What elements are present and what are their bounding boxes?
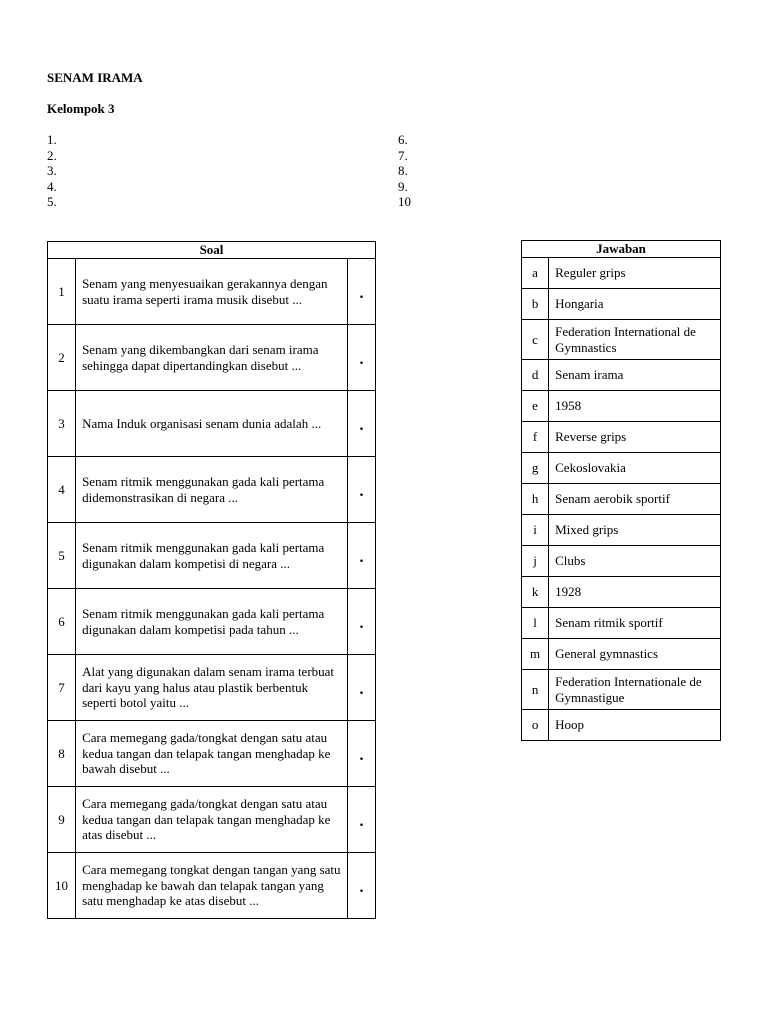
option-text: General gymnastics bbox=[549, 639, 721, 670]
question-number: 1 bbox=[48, 259, 76, 325]
question-row bbox=[48, 457, 376, 523]
question-row bbox=[48, 325, 376, 391]
member-slot: 8. bbox=[398, 163, 408, 178]
answer-option-row bbox=[522, 360, 721, 391]
option-letter: e bbox=[522, 391, 549, 422]
member-slot: 10 bbox=[398, 194, 411, 209]
option-text: Clubs bbox=[549, 546, 721, 577]
answer-table bbox=[521, 240, 721, 741]
option-letter: j bbox=[522, 546, 549, 577]
answer-option-row bbox=[522, 484, 721, 515]
member-slot: 7. bbox=[398, 147, 408, 163]
option-letter: c bbox=[522, 320, 549, 360]
answer-cell[interactable]: . bbox=[347, 259, 375, 325]
question-row bbox=[48, 787, 376, 853]
answer-option-row bbox=[522, 546, 721, 577]
question-text: Cara memegang tongkat dengan tangan yang satu menghadap ke bawah dan telapak tangan yang satu menghadap ke atas disebut ... bbox=[76, 853, 348, 919]
answer-cell[interactable]: . bbox=[347, 853, 375, 919]
option-letter: n bbox=[522, 670, 549, 710]
option-text: Reguler grips bbox=[549, 258, 721, 289]
answer-option-row bbox=[522, 670, 721, 710]
answer-option-row bbox=[522, 608, 721, 639]
page-title: SENAM IRAMA bbox=[47, 70, 143, 85]
option-letter: m bbox=[522, 639, 549, 670]
option-text: Mixed grips bbox=[549, 515, 721, 546]
answer-option-row bbox=[522, 258, 721, 289]
option-letter: k bbox=[522, 577, 549, 608]
question-text: Senam ritmik menggunakan gada kali pertama didemonstrasikan di negara ... bbox=[76, 457, 348, 523]
question-row bbox=[48, 853, 376, 919]
option-text: Senam ritmik sportif bbox=[549, 608, 721, 639]
member-slot: 5. bbox=[47, 194, 57, 209]
answer-table-header: Jawaban bbox=[522, 241, 721, 258]
answer-cell[interactable]: . bbox=[347, 391, 375, 457]
option-text: 1958 bbox=[549, 391, 721, 422]
member-list-right bbox=[398, 132, 411, 210]
question-table-header: Soal bbox=[48, 242, 376, 259]
answer-cell[interactable]: . bbox=[347, 787, 375, 853]
option-letter: h bbox=[522, 484, 549, 515]
answer-option-row bbox=[522, 289, 721, 320]
answer-option-row bbox=[522, 453, 721, 484]
answer-option-row bbox=[522, 639, 721, 670]
answer-cell[interactable]: . bbox=[347, 721, 375, 787]
option-letter: a bbox=[522, 258, 549, 289]
question-text: Cara memegang gada/tongkat dengan satu atau kedua tangan dan telapak tangan menghadap ke atas disebut ... bbox=[76, 787, 348, 853]
member-slot: 9. bbox=[398, 178, 408, 194]
option-text: Hoop bbox=[549, 710, 721, 741]
question-row bbox=[48, 721, 376, 787]
member-list-left bbox=[47, 132, 57, 210]
question-text: Senam yang dikembangkan dari senam irama sehingga dapat dipertandingkan disebut ... bbox=[76, 325, 348, 391]
question-number: 7 bbox=[48, 655, 76, 721]
question-number: 9 bbox=[48, 787, 76, 853]
question-row bbox=[48, 655, 376, 721]
question-text: Senam yang menyesuaikan gerakannya dengan suatu irama seperti irama musik disebut ... bbox=[76, 259, 348, 325]
option-text: Senam aerobik sportif bbox=[549, 484, 721, 515]
question-text: Nama Induk organisasi senam dunia adalah ... bbox=[76, 391, 348, 457]
question-row bbox=[48, 259, 376, 325]
answer-option-row bbox=[522, 515, 721, 546]
option-text: Senam irama bbox=[549, 360, 721, 391]
option-letter: b bbox=[522, 289, 549, 320]
answer-cell[interactable]: . bbox=[347, 589, 375, 655]
question-table bbox=[47, 241, 376, 919]
question-number: 5 bbox=[48, 523, 76, 589]
question-row bbox=[48, 589, 376, 655]
group-label: Kelompok 3 bbox=[47, 101, 115, 116]
option-letter: l bbox=[522, 608, 549, 639]
option-text: Cekoslovakia bbox=[549, 453, 721, 484]
question-row bbox=[48, 391, 376, 457]
question-number: 4 bbox=[48, 457, 76, 523]
question-text: Alat yang digunakan dalam senam irama terbuat dari kayu yang halus atau plastik berbentuk seperti botol yaitu ... bbox=[76, 655, 348, 721]
option-letter: d bbox=[522, 360, 549, 391]
answer-option-row bbox=[522, 422, 721, 453]
option-text: 1928 bbox=[549, 577, 721, 608]
member-slot: 1. bbox=[47, 132, 57, 147]
member-slot: 4. bbox=[47, 178, 57, 194]
option-letter: i bbox=[522, 515, 549, 546]
answer-option-row bbox=[522, 391, 721, 422]
answer-cell[interactable]: . bbox=[347, 457, 375, 523]
member-slot: 2. bbox=[47, 147, 57, 163]
question-text: Cara memegang gada/tongkat dengan satu atau kedua tangan dan telapak tangan menghadap ke bawah disebut ... bbox=[76, 721, 348, 787]
answer-cell[interactable]: . bbox=[347, 655, 375, 721]
question-number: 2 bbox=[48, 325, 76, 391]
question-text: Senam ritmik menggunakan gada kali pertama digunakan dalam kompetisi pada tahun ... bbox=[76, 589, 348, 655]
question-number: 6 bbox=[48, 589, 76, 655]
question-number: 10 bbox=[48, 853, 76, 919]
option-text: Reverse grips bbox=[549, 422, 721, 453]
answer-cell[interactable]: . bbox=[347, 523, 375, 589]
question-row bbox=[48, 523, 376, 589]
option-letter: f bbox=[522, 422, 549, 453]
member-slot: 3. bbox=[47, 163, 57, 178]
option-text: Hongaria bbox=[549, 289, 721, 320]
question-number: 3 bbox=[48, 391, 76, 457]
option-text: Federation International de Gymnastics bbox=[549, 320, 721, 360]
answer-cell[interactable]: . bbox=[347, 325, 375, 391]
option-text: Federation Internationale de Gymnastigue bbox=[549, 670, 721, 710]
option-letter: g bbox=[522, 453, 549, 484]
option-letter: o bbox=[522, 710, 549, 741]
member-slot: 6. bbox=[398, 132, 408, 147]
answer-option-row bbox=[522, 577, 721, 608]
question-text: Senam ritmik menggunakan gada kali pertama digunakan dalam kompetisi di negara ... bbox=[76, 523, 348, 589]
answer-option-row bbox=[522, 320, 721, 360]
question-number: 8 bbox=[48, 721, 76, 787]
answer-option-row bbox=[522, 710, 721, 741]
